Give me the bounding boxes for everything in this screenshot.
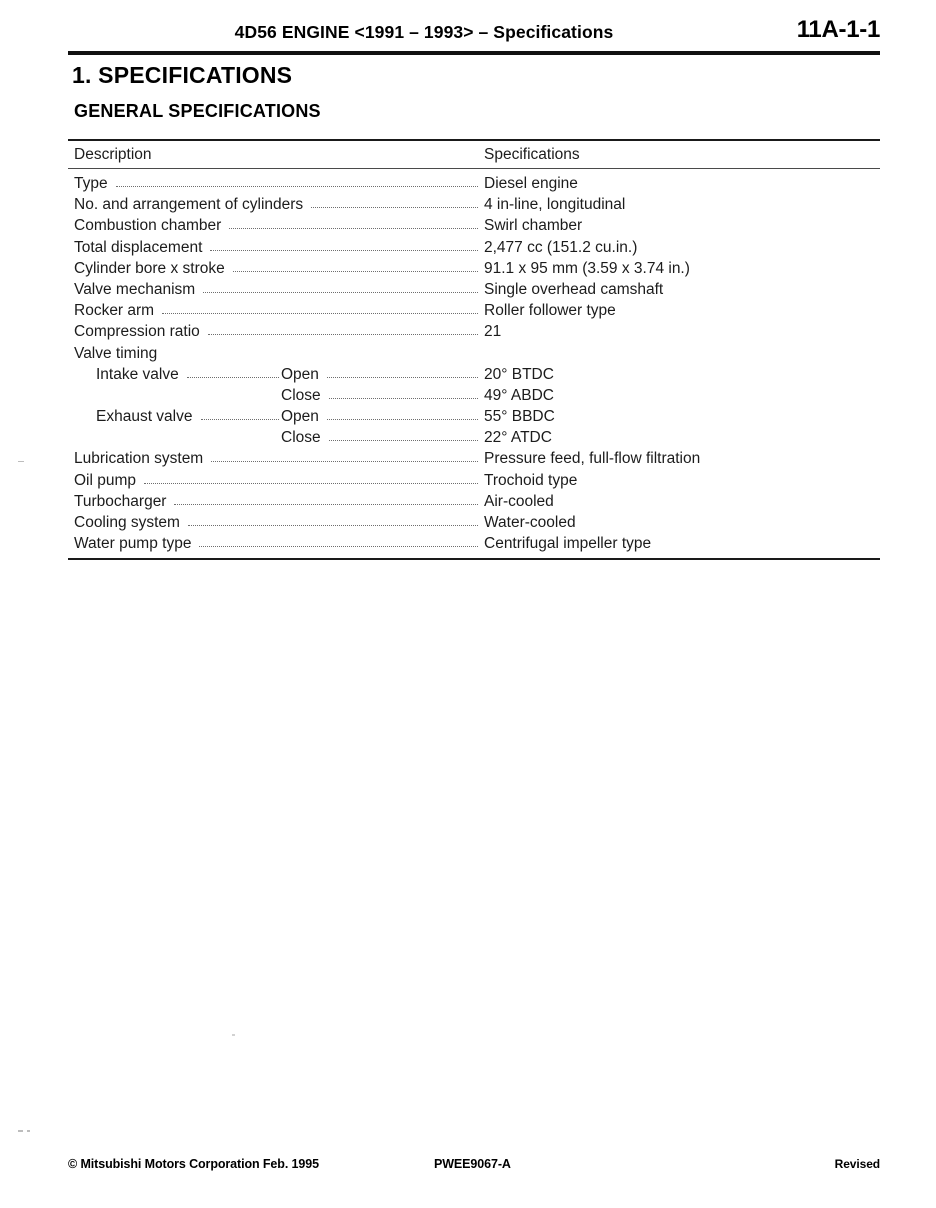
general-specifications-table xyxy=(68,139,880,560)
spec-label: Valve timing xyxy=(74,344,158,362)
column-header-specifications: Specifications xyxy=(484,146,580,163)
spec-label: Turbocharger xyxy=(74,492,167,510)
leader-dots xyxy=(144,483,478,484)
publication-number: PWEE9067-A xyxy=(434,1157,511,1171)
spec-value: 20° BTDC xyxy=(484,365,554,383)
spec-value: Centrifugal impeller type xyxy=(484,535,652,553)
table-bottom-rule xyxy=(68,558,880,560)
spec-label: Combustion chamber xyxy=(74,217,222,235)
spec-value: Roller follower type xyxy=(484,302,616,320)
page-number: 11A-1-1 xyxy=(796,16,880,43)
header-divider-rule xyxy=(68,51,880,55)
table-row xyxy=(68,406,880,427)
spec-label: Cylinder bore x stroke xyxy=(74,259,225,277)
table-row xyxy=(68,512,880,533)
table-row xyxy=(68,491,880,512)
table-body xyxy=(68,169,880,558)
leader-dots xyxy=(199,546,478,547)
spec-value: 91.1 x 95 mm (3.59 x 3.74 in.) xyxy=(484,259,690,277)
spec-label: No. and arrangement of cylinders xyxy=(74,196,304,214)
copyright-notice: © Mitsubishi Motors Corporation Feb. 1995 xyxy=(68,1157,319,1171)
spec-sublabel: Close xyxy=(281,429,321,447)
table-row xyxy=(68,215,880,236)
table-row xyxy=(68,237,880,258)
leader-dots xyxy=(201,419,280,420)
leader-dots xyxy=(162,313,478,314)
table-row xyxy=(68,427,880,448)
leader-dots xyxy=(327,377,478,378)
scan-artifact xyxy=(232,1034,235,1036)
table-row xyxy=(68,279,880,300)
spec-value: Air-cooled xyxy=(484,492,554,510)
table-row xyxy=(68,173,880,194)
table-row xyxy=(68,258,880,279)
section-subtitle: GENERAL SPECIFICATIONS xyxy=(74,101,321,121)
spec-value: Water-cooled xyxy=(484,514,576,531)
spec-value: 21 xyxy=(484,323,502,341)
leader-dots xyxy=(187,377,279,378)
spec-label: Water pump type xyxy=(74,535,192,553)
scan-artifact xyxy=(18,1130,23,1132)
spec-label: Type xyxy=(74,175,108,192)
leader-dots xyxy=(188,525,478,526)
spec-label: Rocker arm xyxy=(74,302,155,320)
spec-sublabel: Close xyxy=(281,386,321,404)
leader-dots xyxy=(233,271,478,272)
spec-value: Single overhead camshaft xyxy=(484,280,664,298)
spec-label: Valve mechanism xyxy=(74,280,196,298)
table-row xyxy=(68,194,880,215)
scan-artifact xyxy=(27,1130,30,1132)
spec-value: Diesel engine xyxy=(484,175,578,192)
spec-value: 55° BBDC xyxy=(484,408,555,426)
leader-dots xyxy=(327,419,478,420)
table-row xyxy=(68,300,880,321)
spec-label: Exhaust valve xyxy=(96,408,193,426)
spec-label: Cooling system xyxy=(74,514,180,531)
spec-value: Trochoid type xyxy=(484,471,578,489)
header-title: 4D56 ENGINE <1991 – 1993> – Specifications xyxy=(234,22,614,42)
leader-dots xyxy=(311,207,478,208)
spec-value: 22° ATDC xyxy=(484,429,552,447)
table-row xyxy=(68,321,880,342)
column-header-description: Description xyxy=(74,146,152,163)
revision-marker: Revised xyxy=(834,1157,880,1171)
spec-sublabel: Open xyxy=(281,408,319,426)
spec-label: Total displacement xyxy=(74,238,203,256)
spec-label: Oil pump xyxy=(74,471,137,489)
leader-dots xyxy=(203,292,478,293)
leader-dots xyxy=(210,250,478,251)
table-header-row xyxy=(68,141,880,168)
spec-value: 49° ABDC xyxy=(484,386,554,404)
leader-dots xyxy=(329,440,478,441)
leader-dots xyxy=(174,504,478,505)
leader-dots xyxy=(208,334,478,335)
spec-label: Compression ratio xyxy=(74,323,200,341)
spec-value: 2,477 cc (151.2 cu.in.) xyxy=(484,238,638,256)
spec-value: Pressure feed, full-flow filtration xyxy=(484,450,701,468)
table-row xyxy=(68,343,880,364)
table-row xyxy=(68,470,880,491)
table-row xyxy=(68,385,880,406)
leader-dots xyxy=(229,228,478,229)
scan-artifact xyxy=(18,461,24,462)
running-header xyxy=(68,16,880,50)
page-footer xyxy=(68,1157,880,1175)
table-row xyxy=(68,448,880,469)
spec-label: Lubrication system xyxy=(74,450,204,468)
table-row xyxy=(68,533,880,554)
spec-value: 4 in-line, longitudinal xyxy=(484,196,626,214)
table-row xyxy=(68,364,880,385)
spec-label: Intake valve xyxy=(96,365,179,383)
spec-value: Swirl chamber xyxy=(484,217,583,235)
leader-dots xyxy=(329,398,478,399)
spec-sublabel: Open xyxy=(281,365,319,383)
page-title: 1. SPECIFICATIONS xyxy=(72,62,293,88)
leader-dots xyxy=(116,186,478,187)
leader-dots xyxy=(211,461,478,462)
